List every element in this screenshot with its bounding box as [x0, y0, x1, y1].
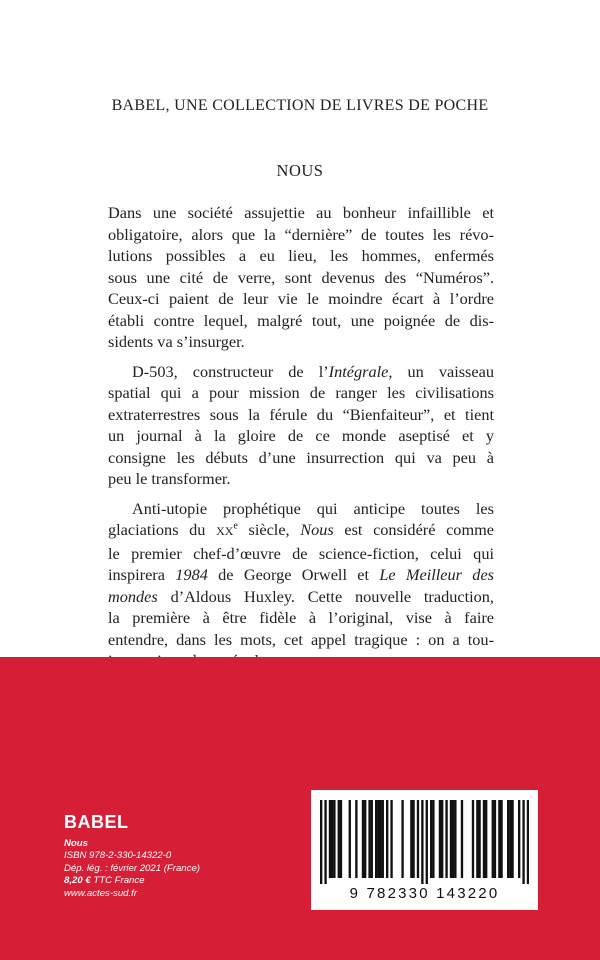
blurb-text: inspirera: [108, 565, 176, 584]
blurb-line: un journal à la gloire de ce monde aseptisé et y: [108, 426, 494, 445]
blurb-text: d’Aldous Huxley. Cette nouvelle traduction,: [157, 586, 494, 606]
barcode-bar: [331, 800, 333, 878]
blurb-line: [108, 564, 494, 586]
barcode-bar: [375, 800, 377, 878]
barcode-bar: [401, 800, 403, 878]
barcode-bar: [412, 800, 414, 878]
barcode-bar: [485, 800, 487, 878]
publisher-logo: BABEL: [64, 812, 129, 832]
barcode-bar: [492, 800, 494, 878]
barcode-bar: [454, 800, 456, 878]
blurb-text: , un vaisseau: [388, 361, 494, 381]
barcode-bar: [476, 800, 478, 878]
barcode-bar: [522, 800, 524, 884]
century-numeral: XX: [216, 524, 234, 538]
blurb-line: [108, 361, 494, 383]
series-line: BABEL, UNE COLLECTION DE LIVRES DE POCHE: [111, 97, 489, 114]
blurb-line: [108, 519, 494, 543]
blurb-line: Ceux-ci paient de leur vie le moindre écart à l’ordre: [108, 289, 494, 308]
barcode-bar: [377, 800, 379, 878]
barcode-bar: [417, 800, 419, 878]
blurb-line: extraterrestres sous la férule du “Bienfaiteur”, et tient: [108, 404, 494, 424]
colophon-price-line: [64, 875, 200, 887]
colophon-title: Nous: [64, 838, 88, 849]
blurb-line: la première à être fidèle à l’original, vise à faire: [108, 608, 494, 627]
blurb-line: sous une cité de verre, sont devenus des “Numéros”.: [108, 267, 494, 287]
book-title: NOUS: [276, 161, 324, 180]
barcode-bar: [461, 800, 463, 878]
barcode-bar: [426, 800, 428, 884]
barcode-bar: [362, 800, 364, 878]
barcode-bar: [333, 800, 335, 878]
barcode-bar: [355, 800, 357, 878]
colophon-price-suffix: TTC France: [90, 875, 145, 887]
barcode-bar: [527, 800, 529, 884]
barcode-bar: [421, 800, 423, 884]
blurb-italic: Le Meilleur des: [379, 565, 495, 584]
barcode-bar: [338, 800, 340, 878]
barcode-bar: [320, 800, 322, 884]
barcode-bar: [507, 800, 509, 878]
blurb-text: est considéré comme: [333, 520, 494, 539]
blurb-line: [108, 586, 494, 608]
barcode: [311, 790, 538, 910]
barcode-bar: [324, 800, 326, 884]
barcode-bar: [432, 800, 434, 878]
barcode-bar: [386, 800, 388, 878]
blurb-line: entendre, dans les mots, cet appel tragique : on a tou-: [108, 629, 494, 649]
barcode-digits: 9 782330 143220: [349, 885, 500, 902]
blurb-line: le premier chef-d’œuvre de science-fiction, celui qui: [108, 543, 494, 563]
blurb: [108, 202, 494, 680]
barcode-bar: [349, 800, 351, 878]
blurb-line: spatial qui a pour mission de ranger les civilisations: [108, 383, 494, 402]
colophon-price: 8,20 €: [64, 875, 91, 887]
colophon-website: www.actes-sud.fr: [64, 887, 138, 899]
blurb-text: glaciations du: [108, 520, 217, 539]
barcode-bars: [320, 800, 529, 884]
century-superscript: e: [233, 520, 238, 532]
colophon-isbn: ISBN 978-2-330-14322-0: [64, 850, 172, 862]
blurb-text: D-503, constructeur de l’: [132, 361, 329, 381]
barcode-bar: [472, 800, 474, 878]
barcode-bar: [511, 800, 513, 878]
barcode-bar: [441, 800, 443, 878]
blurb-italic: mondes: [108, 586, 158, 606]
blurb-line: établi contre lequel, malgré tout, une poignée de dis-: [108, 310, 494, 330]
barcode-bar: [371, 800, 373, 878]
colophon-legal-deposit: Dép. lég. : février 2021 (France): [64, 862, 200, 874]
barcode-bar: [340, 800, 342, 878]
blurb-text: de George Orwell et: [207, 565, 380, 584]
blurb-line: consigne les débuts d’une insurrection qui va peu à: [108, 447, 494, 467]
barcode-bar: [445, 800, 447, 878]
barcode-bar: [500, 800, 502, 878]
barcode-bar: [498, 800, 500, 878]
barcode-bar: [452, 800, 454, 878]
barcode-bar: [450, 800, 452, 878]
blurb-line: Dans une société assujettie au bonheur infaillible et: [108, 203, 494, 222]
blurb-italic: Intégrale: [328, 361, 389, 381]
barcode-bar: [478, 800, 480, 878]
blurb-line: obligatoire, alors que la “dernière” de toutes les révo-: [108, 224, 494, 244]
barcode-bar: [509, 800, 511, 878]
barcode-bar: [368, 800, 370, 878]
barcode-bar: [483, 800, 485, 878]
barcode-bar: [329, 800, 331, 878]
barcode-bar: [430, 800, 432, 878]
barcode-bar: [494, 800, 496, 878]
blurb-paragraph-2: [108, 361, 494, 490]
barcode-bar: [439, 800, 441, 878]
blurb-line: lutions possibles a eu lieu, les hommes, enfermés: [108, 246, 494, 265]
blurb-paragraph-3: [108, 498, 494, 672]
barcode-bar: [518, 800, 520, 878]
blurb-italic: Nous: [300, 520, 334, 539]
colophon: [64, 838, 200, 900]
barcode-bar: [364, 800, 366, 878]
blurb-text: siècle,: [237, 520, 301, 539]
barcode-bar: [390, 800, 392, 878]
blurb-line: Anti-utopie prophétique qui anticipe toutes les: [132, 498, 494, 518]
barcode-bar: [382, 800, 384, 878]
blurb-italic: 1984: [175, 565, 208, 584]
blurb-line: sidents va s’insurger.: [108, 332, 245, 351]
barcode-bar: [410, 800, 412, 878]
blurb-line: peu le transformer.: [108, 469, 231, 488]
blurb-paragraph-1: [108, 202, 494, 353]
barcode-bar: [379, 800, 381, 878]
